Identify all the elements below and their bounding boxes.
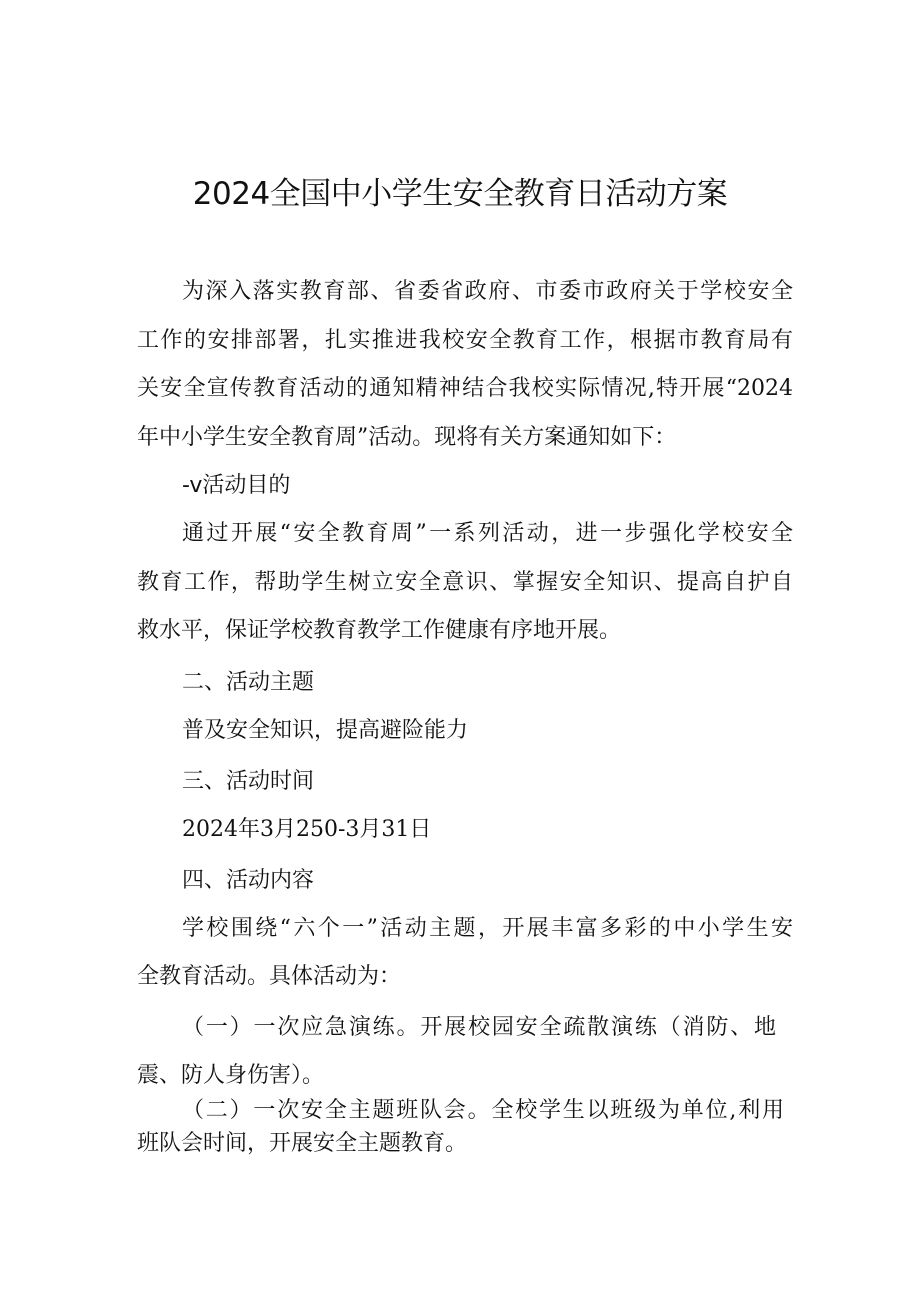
intro-line-2: 工作的安排部署，扎实推进我校安全教育工作，根据市教育局有 xyxy=(137,328,793,353)
item-1-line-1: （一）一次应急演练。开展校园安全疏散演练（消防、地 xyxy=(182,1015,776,1040)
section-4-line-1: 学校围绕“六个一”活动主题，开展丰富多彩的中小学生安 xyxy=(182,916,793,941)
intro-line-4: 年中小学生安全教育周”活动。现将有关方案通知如下： xyxy=(137,425,677,450)
section-3-body: 2024年3月250-3月31日 xyxy=(182,817,432,842)
section-4-line-2: 全教育活动。具体活动为： xyxy=(137,964,402,989)
section-1-line-3: 救水平，保证学校教育教学工作健康有序地开展。 xyxy=(137,618,622,643)
section-2-body: 普及安全知识，提高避险能力 xyxy=(182,718,469,743)
intro-line-3: 关安全宣传教育活动的通知精神结合我校实际情况,特开展“2024 xyxy=(137,376,793,401)
intro-line-1: 为深入落实教育部、省委省政府、市委市政府关于学校安全 xyxy=(182,279,793,304)
section-4-heading: 四、活动内容 xyxy=(182,868,315,893)
document-title: 2024全国中小学生安全教育日活动方案 xyxy=(192,176,728,212)
item-1-line-2: 震、防人身伤害）。 xyxy=(137,1063,325,1088)
section-1-line-2: 教育工作，帮助学生树立安全意识、掌握安全知识、提高自护自 xyxy=(137,570,793,595)
item-2-line-2: 班队会时间，开展安全主题教育。 xyxy=(137,1131,468,1156)
section-1-heading: -v活动目的 xyxy=(182,473,291,498)
section-1-line-1: 通过开展“安全教育周”一系列活动，进一步强化学校安全 xyxy=(182,521,793,546)
item-2-line-1: （二）一次安全主题班队会。全校学生以班级为单位,利用 xyxy=(182,1098,784,1123)
section-3-heading: 三、活动时间 xyxy=(182,769,315,794)
section-2-heading: 二、活动主题 xyxy=(182,670,315,695)
